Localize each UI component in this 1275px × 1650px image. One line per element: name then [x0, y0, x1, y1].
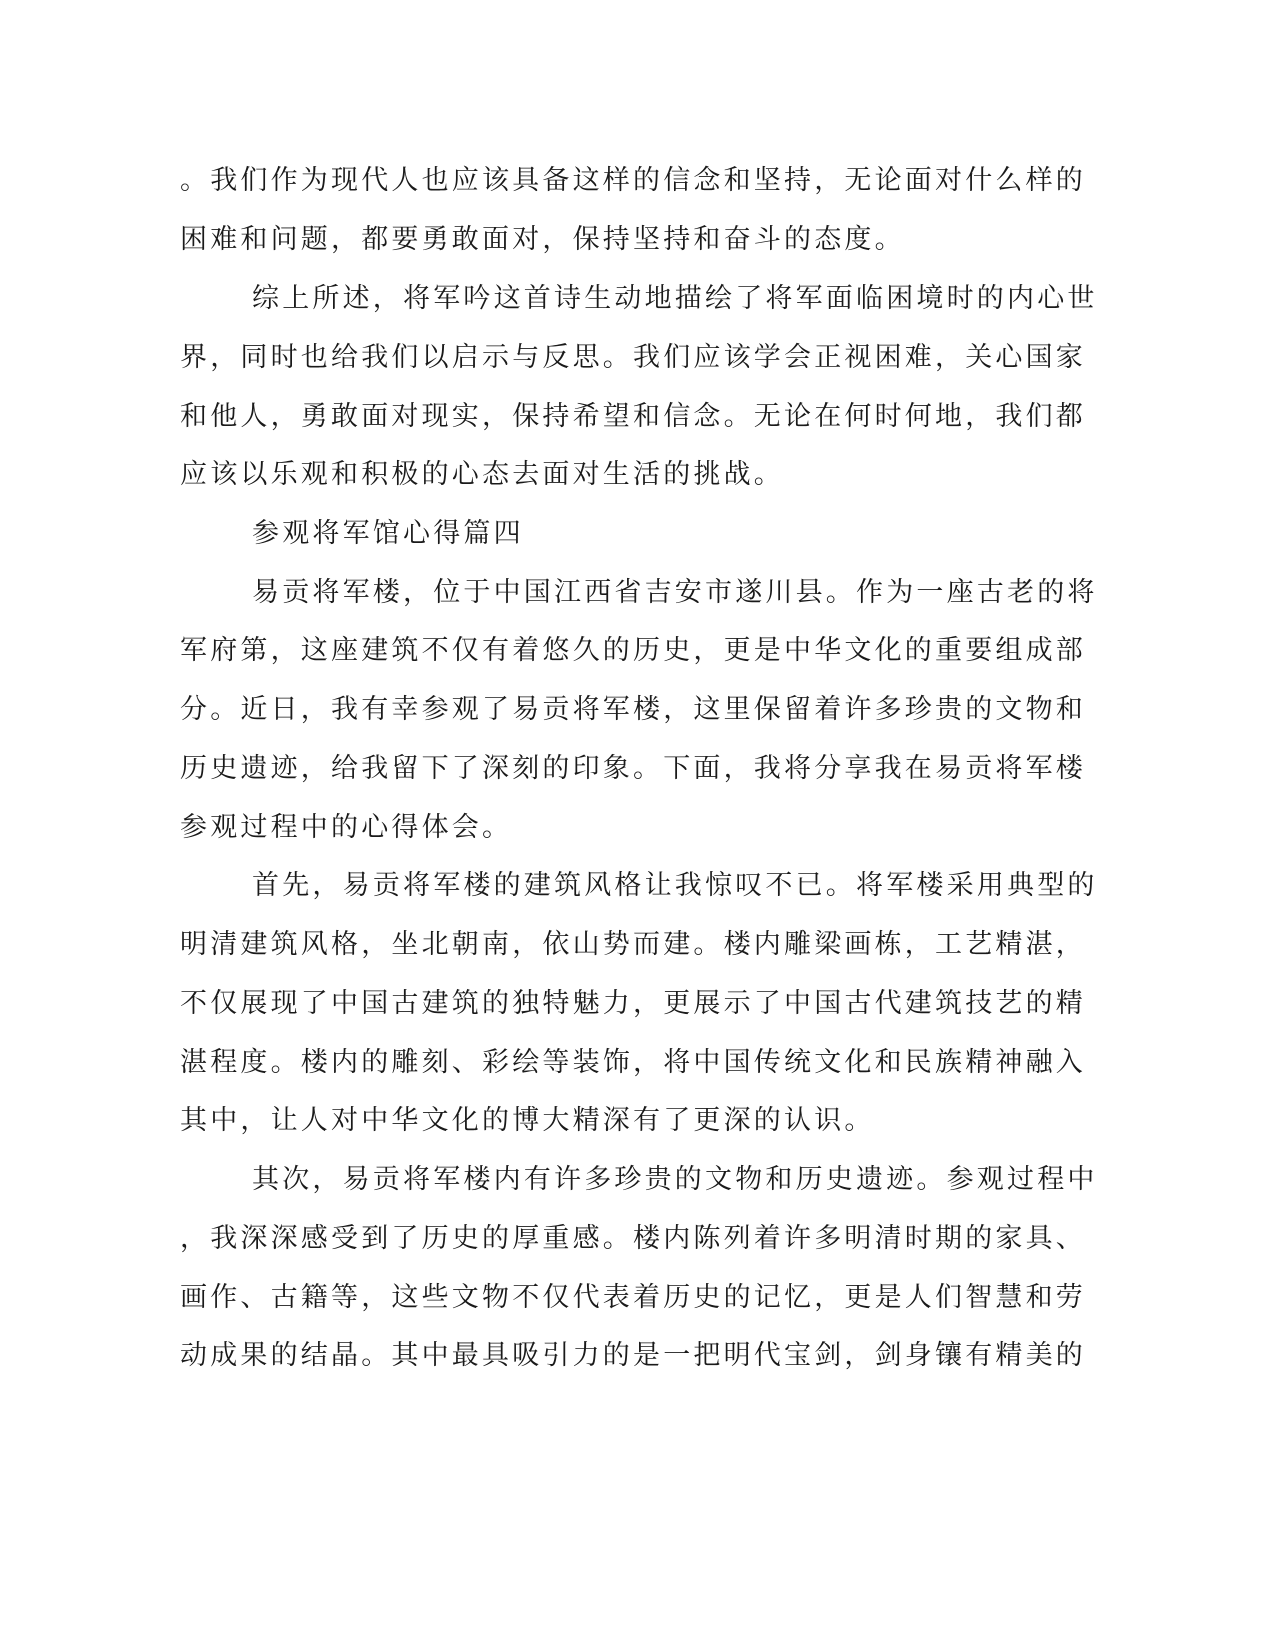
text-line: 动成果的结晶。其中最具吸引力的是一把明代宝剑，剑身镶有精美的	[180, 1340, 1086, 1371]
text-line: 湛程度。楼内的雕刻、彩绘等装饰，将中国传统文化和民族精神融入	[180, 1047, 1086, 1078]
text-line: 困难和问题，都要勇敢面对，保持坚持和奋斗的态度。	[180, 224, 905, 255]
text-line: ，我深深感受到了历史的厚重感。楼内陈列着许多明清时期的家具、	[180, 1223, 1086, 1254]
text-line: 军府第，这座建筑不仅有着悠久的历史，更是中华文化的重要组成部	[180, 635, 1086, 666]
text-line: 。我们作为现代人也应该具备这样的信念和坚持，无论面对什么样的	[180, 165, 1086, 196]
section-heading: 参观将军馆心得篇四	[252, 518, 524, 549]
text-line: 明清建筑风格，坐北朝南，依山势而建。楼内雕梁画栋，工艺精湛，	[180, 929, 1086, 960]
text-line: 和他人，勇敢面对现实，保持希望和信念。无论在何时何地，我们都	[180, 401, 1086, 432]
text-line: 不仅展现了中国古建筑的独特魅力，更展示了中国古代建筑技艺的精	[180, 988, 1086, 1019]
text-line: 界，同时也给我们以启示与反思。我们应该学会正视困难，关心国家	[180, 342, 1086, 373]
paragraph-first-line: 其次，易贡将军楼内有许多珍贵的文物和历史遗迹。参观过程中	[252, 1164, 1098, 1195]
text-line: 应该以乐观和积极的心态去面对生活的挑战。	[180, 459, 784, 490]
text-line: 历史遗迹，给我留下了深刻的印象。下面，我将分享我在易贡将军楼	[180, 753, 1086, 784]
paragraph-first-line: 综上所述，将军吟这首诗生动地描绘了将军面临困境时的内心世	[252, 283, 1098, 314]
paragraph-first-line: 易贡将军楼，位于中国江西省吉安市遂川县。作为一座古老的将	[252, 577, 1098, 608]
text-line: 参观过程中的心得体会。	[180, 812, 513, 843]
paragraph-first-line: 首先，易贡将军楼的建筑风格让我惊叹不已。将军楼采用典型的	[252, 870, 1098, 901]
text-line: 分。近日，我有幸参观了易贡将军楼，这里保留着许多珍贵的文物和	[180, 694, 1086, 725]
text-line: 画作、古籍等，这些文物不仅代表着历史的记忆，更是人们智慧和劳	[180, 1282, 1086, 1313]
text-line: 其中，让人对中华文化的博大精深有了更深的认识。	[180, 1105, 875, 1136]
